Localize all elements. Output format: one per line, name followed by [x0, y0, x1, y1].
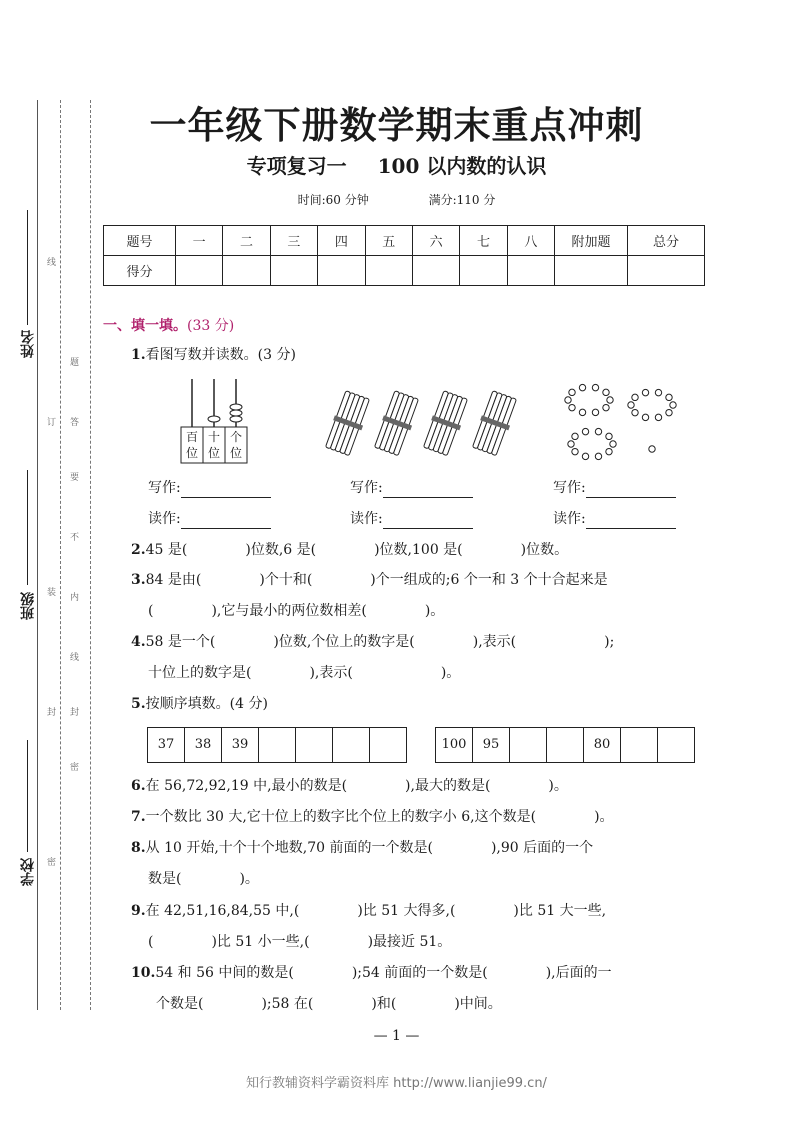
score-header-cell: 一 [175, 226, 222, 256]
watermark-text: 知行教辅资料学霸资料库 http://www.lianjie99.cn/ [246, 1076, 547, 1091]
q1-read-2 [350, 509, 473, 529]
q1-read-1 [148, 509, 271, 529]
text: 在 56,72,92,19 中,最小的数是( [145, 778, 348, 794]
question-2 [131, 540, 568, 560]
text: ),它与最小的两位数相差( [211, 603, 367, 619]
single-bead [649, 446, 655, 452]
text: )中间。 [454, 996, 502, 1012]
question-number: 1. [131, 347, 146, 363]
section-points: (33 分) [187, 318, 235, 334]
score-input-cell[interactable] [460, 256, 507, 286]
question-number: 2. [131, 542, 146, 558]
binding-char: 封 [47, 708, 57, 718]
bead [610, 441, 616, 447]
binding-char: 不 [70, 533, 80, 543]
name-field-line[interactable] [27, 210, 28, 325]
read-label: 读作: [148, 511, 181, 527]
bead [606, 448, 612, 454]
binding-char: 装 [47, 588, 57, 598]
sequence-blank-box[interactable] [369, 728, 406, 762]
tens-label: 十位 [207, 430, 220, 460]
text: )个十和( [259, 572, 313, 588]
stick-bundle [325, 390, 372, 457]
question-number: 9. [131, 903, 146, 919]
time-limit: 时间:60 分钟 [297, 193, 369, 207]
score-header-cell: 五 [365, 226, 412, 256]
stick-bundle [422, 390, 471, 457]
text: 58 是一个( [145, 634, 216, 650]
bead [579, 384, 585, 390]
text: ),90 后面的一个 [490, 840, 594, 856]
bead [670, 402, 676, 408]
page-number: — 1 — [373, 1028, 420, 1044]
question-7 [131, 807, 614, 827]
answer-line[interactable] [586, 514, 676, 529]
answer-line[interactable] [586, 483, 676, 498]
question-10-line-2 [156, 994, 502, 1014]
bead [666, 394, 672, 400]
bead [606, 433, 612, 439]
binding-char: 题 [70, 358, 80, 368]
question-number: 10. [131, 965, 156, 981]
question-9 [131, 901, 606, 921]
bead [592, 384, 598, 390]
text: )位数,6 是( [245, 542, 317, 558]
text: )比 51 大得多,( [357, 903, 456, 919]
score-input-cell[interactable] [365, 256, 412, 286]
text: 一个数比 30 大,它十位上的数字比个位上的数字小 6,这个数是( [145, 809, 537, 825]
score-header-cell: 三 [270, 226, 317, 256]
text: )比 51 大一些, [513, 903, 607, 919]
bead [655, 414, 661, 420]
binding-char: 密 [47, 858, 57, 868]
text: )。 [440, 665, 461, 681]
bead [582, 453, 588, 459]
text: )。 [594, 809, 614, 825]
page-subtitle [0, 150, 793, 179]
text: )位数,100 是( [374, 542, 463, 558]
text: ),表示( [472, 634, 517, 650]
text: 个数是( [156, 996, 204, 1012]
text: 在 42,51,16,84,55 中,( [145, 903, 300, 919]
score-header-cell: 题号 [104, 226, 176, 256]
section-heading [103, 315, 234, 335]
sequence-blank-box[interactable] [258, 728, 296, 762]
question-5 [131, 694, 268, 714]
subtitle-right: 100 以内数的认识 [377, 154, 547, 178]
bead [572, 433, 578, 439]
text: 数是( [148, 871, 182, 887]
binding-dashed-line [60, 100, 61, 1010]
binding-char: 线 [70, 653, 80, 663]
binding-char: 要 [70, 473, 80, 483]
section-label: 一、填一填。 [103, 318, 187, 334]
text: 十位上的数字是( [148, 665, 252, 681]
bead [572, 448, 578, 454]
write-label: 写作: [148, 480, 181, 496]
sequence-number-box: 37 [148, 728, 185, 762]
text: 84 是由( [145, 572, 202, 588]
write-label: 写作: [350, 480, 383, 496]
bead [568, 441, 574, 447]
bead [632, 409, 638, 415]
question-text: 按顺序填数。(4 分) [145, 696, 268, 712]
class-label: 班级 [20, 592, 36, 620]
binding-char: 答 [70, 418, 80, 428]
question-10 [131, 963, 612, 983]
sequence-2-frame [435, 727, 695, 763]
question-1 [131, 345, 296, 365]
score-table [103, 225, 705, 286]
question-6 [131, 776, 568, 796]
text: )位数,个位上的数字是( [273, 634, 415, 650]
sequence-blank-box[interactable] [620, 728, 658, 762]
sequence-number-box: 39 [221, 728, 259, 762]
bead [579, 409, 585, 415]
answer-line[interactable] [383, 483, 473, 498]
question-text: 看图写数并读数。(3 分) [145, 347, 296, 363]
bead [642, 414, 648, 420]
text: ),后面的一 [545, 965, 612, 981]
text: )和( [371, 996, 397, 1012]
bead [565, 397, 571, 403]
score-header-cell: 二 [223, 226, 270, 256]
school-label: 学校 [20, 858, 36, 886]
q1-read-3 [553, 509, 676, 529]
q1-write-2 [350, 478, 473, 498]
sequence-blank-box[interactable] [509, 728, 547, 762]
text: )最接近 51。 [367, 934, 452, 950]
text: )个一组成的;6 个一和 3 个十合起来是 [370, 572, 608, 588]
exam-meta [0, 191, 793, 208]
question-number: 3. [131, 572, 146, 588]
q1-write-1 [148, 478, 271, 498]
score-header-cell: 附加题 [555, 226, 628, 256]
text: )位数。 [520, 542, 569, 558]
score-header-cell: 总分 [628, 226, 705, 256]
answer-line[interactable] [383, 514, 473, 529]
text: );58 在( [261, 996, 314, 1012]
binding-char: 封 [70, 708, 80, 718]
question-number: 8. [131, 840, 146, 856]
binding-char: 订 [47, 418, 57, 428]
answer-line[interactable] [181, 483, 271, 498]
stick-bundle [373, 390, 422, 457]
abacus-labels [181, 429, 247, 461]
score-header-cell: 七 [460, 226, 507, 256]
text: )。 [548, 778, 568, 794]
question-8-line-2 [148, 869, 259, 889]
binding-char: 线 [47, 258, 57, 268]
bead [595, 453, 601, 459]
read-label: 读作: [350, 511, 383, 527]
score-row-label: 得分 [104, 256, 176, 286]
binding-dashed-line-inner [90, 100, 91, 1010]
question-number: 7. [131, 809, 146, 825]
subtitle-left: 专项复习一 [246, 154, 347, 178]
bead [628, 402, 634, 408]
bead [569, 404, 575, 410]
text: )。 [239, 871, 259, 887]
text: ); [604, 634, 615, 650]
bead [582, 428, 588, 434]
stick-bundles-figure [325, 385, 520, 460]
text: 从 10 开始,十个十个地数,70 前面的一个数是( [145, 840, 433, 856]
text: ( [148, 934, 154, 950]
binding-char: 内 [70, 593, 80, 603]
write-label: 写作: [553, 480, 586, 496]
sequence-number-box: 95 [472, 728, 510, 762]
question-8 [131, 838, 593, 858]
sequence-1-frame [147, 727, 407, 763]
binding-char: 密 [70, 763, 80, 773]
full-score: 满分:110 分 [428, 193, 496, 207]
bead [592, 409, 598, 415]
score-header-cell: 四 [318, 226, 365, 256]
bead-rings-figure [562, 378, 687, 470]
sequence-number-box: 38 [184, 728, 222, 762]
score-input-cell[interactable] [223, 256, 270, 286]
bead [632, 394, 638, 400]
bead [603, 404, 609, 410]
text: 54 和 56 中间的数是( [155, 965, 294, 981]
text: )。 [424, 603, 445, 619]
score-input-cell[interactable] [270, 256, 317, 286]
score-input-cell[interactable] [318, 256, 365, 286]
page-title: 一年级下册数学期末重点冲刺 [149, 103, 644, 147]
score-header-cell: 六 [412, 226, 459, 256]
school-field-line[interactable] [27, 740, 28, 852]
bead [642, 389, 648, 395]
ones-label: 个位 [229, 430, 242, 460]
class-field-line[interactable] [27, 470, 28, 585]
q1-write-3 [553, 478, 676, 498]
score-input-cell[interactable] [412, 256, 459, 286]
question-9-line-2 [148, 932, 451, 952]
sequence-blank-box[interactable] [657, 728, 694, 762]
bead [666, 409, 672, 415]
text: );54 前面的一个数是( [351, 965, 488, 981]
sequence-number-box: 100 [436, 728, 473, 762]
sequence-number-box: 80 [583, 728, 621, 762]
bead [603, 389, 609, 395]
text: ( [148, 603, 154, 619]
sequence-blank-box[interactable] [332, 728, 370, 762]
question-number: 5. [131, 696, 146, 712]
bead [595, 428, 601, 434]
text: ),最大的数是( [405, 778, 491, 794]
text: ),表示( [309, 665, 353, 681]
bead [607, 397, 613, 403]
name-label: 姓名 [20, 330, 36, 358]
hundreds-label: 百位 [185, 430, 198, 460]
score-input-cell[interactable] [507, 256, 554, 286]
score-input-cell[interactable] [175, 256, 222, 286]
question-4 [131, 632, 614, 652]
sequence-blank-box[interactable] [295, 728, 333, 762]
read-label: 读作: [553, 511, 586, 527]
bead [569, 389, 575, 395]
question-4-line-2 [148, 663, 460, 683]
bead [655, 389, 661, 395]
sequence-blank-box[interactable] [546, 728, 584, 762]
score-input-cell[interactable] [628, 256, 705, 286]
score-header-cell: 八 [507, 226, 554, 256]
question-number: 4. [131, 634, 146, 650]
text: )比 51 小一些,( [211, 934, 310, 950]
question-3-line-2 [148, 601, 444, 621]
answer-line[interactable] [181, 514, 271, 529]
question-3 [131, 570, 608, 590]
question-number: 6. [131, 778, 146, 794]
score-input-cell[interactable] [555, 256, 628, 286]
text: 45 是( [145, 542, 188, 558]
stick-bundle [471, 390, 520, 457]
